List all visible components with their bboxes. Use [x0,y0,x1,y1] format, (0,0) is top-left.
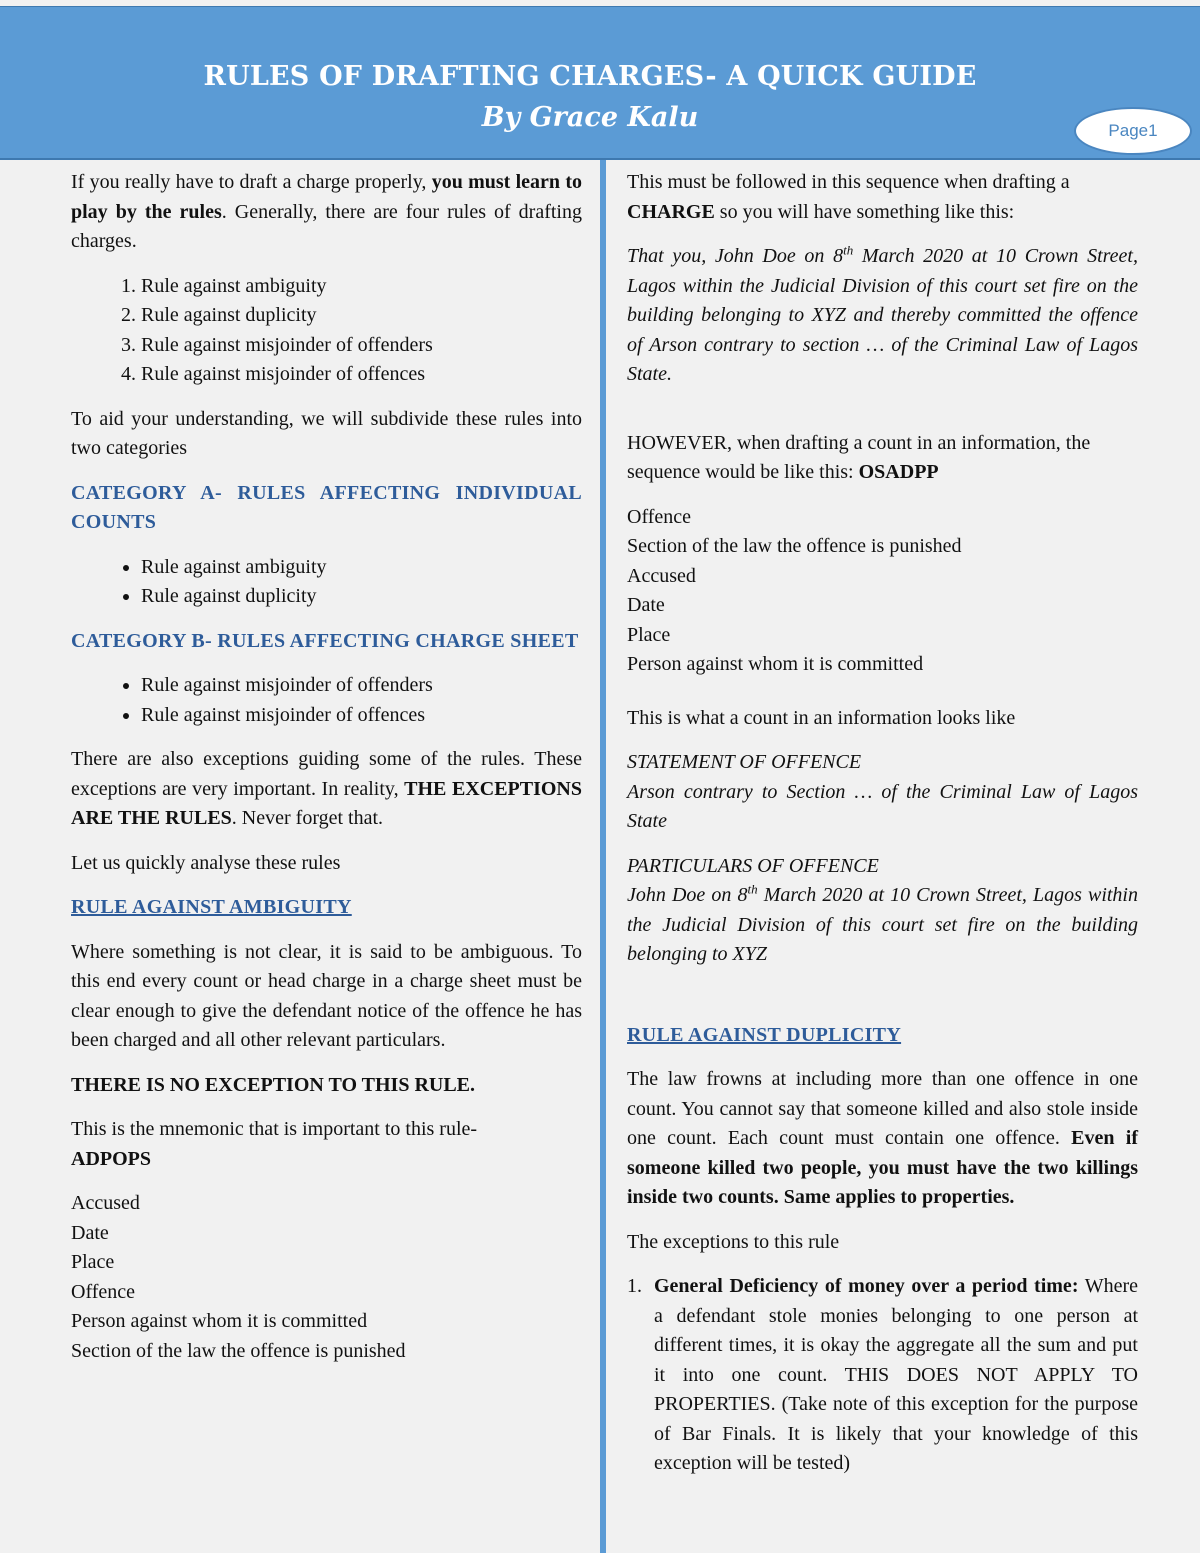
mnemonic-acronym: ADPOPS [71,1147,151,1170]
exception-text: Where a defendant stole monies belonging to one person at different times, it is okay the aggregate all the sum and put it into one count. THIS DOES NOT APPLY TO PROPERTIES. (Take note of this exception for the purpose of Bar Finals. It is likely that your knowledge of this exception will be tested) [654,1275,1139,1474]
sequence-paragraph [627,168,1138,227]
sequence-text: This must be followed in this sequence when drafting a [627,171,1070,193]
exception-number: 1. [627,1275,642,1297]
list-item [627,650,1138,680]
mnemonic-paragraph [71,1115,582,1174]
list-item: 2. Rule against duplicity [141,301,582,331]
list-item: 4. Rule against misjoinder of offences [141,360,582,390]
particulars-text-rest: March 2020 at 10 Crown Street, Lagos within the Judicial Division of this court set fire on the building belonging to XYZ [627,884,1138,965]
exceptions-paragraph [71,745,582,834]
duplicity-emphasis: Even if someone killed two people, you must have the two killings inside two counts. Same applies to properties. [627,1127,1139,1208]
initial-letter: A [627,564,642,587]
exceptions-text: There are also exceptions guiding some of the rules. These exceptions are very important. In reality, [71,748,582,800]
initial-letter: S [627,535,639,557]
list-item [71,1337,582,1367]
item-text: lace [638,623,671,646]
statement-heading: STATEMENT OF OFFENCE [627,751,862,773]
duplicity-text: The law frowns at including more than one offence in one count. You cannot say that someone killed and also stole inside one count. Each count must contain one offence. [627,1068,1138,1149]
list-item [627,503,1138,533]
category-b-list [71,671,582,730]
left-column [71,168,582,1366]
however-text: HOWEVER, when drafting a count in an information, the sequence would be like this: [627,431,1091,483]
item-text: ffence [85,1280,136,1303]
exception-title: General Deficiency of money over a period time: [654,1275,1079,1297]
initial-letter: A [71,1192,86,1214]
rules-list [71,272,582,390]
no-exception-note [71,1071,582,1101]
statement-of-offence [627,748,1138,837]
item-text: ffence [641,505,692,528]
however-acronym: OSADPP [858,461,939,483]
statement-text: Arson contrary to Section … of the Criminal Law of Lagos State [627,780,1138,832]
category-b-heading: CATEGORY B- RULES AFFECTING CHARGE SHEET [71,629,579,652]
initial-letter: S [71,1339,83,1362]
list-item: • Rule against misjoinder of offenders [141,671,582,701]
list-item: 3. Rule against misjoinder of offenders [141,331,582,361]
right-column [627,168,1138,1479]
analyse-paragraph: Let us quickly analyse these rules [71,851,341,874]
list-item [627,591,1138,621]
particulars-heading: PARTICULARS OF OFFENCE [627,854,879,877]
initial-letter: O [71,1280,86,1303]
intro-text: If you really have to draft a charge properly, [71,171,427,193]
duplicity-paragraph [627,1065,1138,1213]
initial-letter: O [627,505,642,528]
aid-paragraph: To aid your understanding, we will subdivide these rules into two categories [71,407,582,459]
page-number-badge: Page1 [1074,107,1192,155]
example-text: That you, John Doe on 8 [627,245,844,267]
document-author: By Grace Kalu [481,102,699,133]
item-text: erson against whom it is committed [82,1310,368,1332]
ambiguity-heading: RULE AGAINST AMBIGUITY [71,896,352,918]
list-item: • Rule against ambiguity [141,553,582,583]
item-text: ate [641,594,665,616]
exceptions-intro: The exceptions to this rule [627,1230,840,1253]
osadpp-list [627,503,1138,680]
item-text: ection of the law the offence is punished [82,1339,406,1362]
list-item [71,1278,582,1308]
mnemonic-text: This is the mnemonic that is important to this rule- [71,1118,478,1140]
ordinal-suffix: th [843,242,854,258]
exceptions-text-end: . Never forget that. [231,807,384,829]
list-item: • Rule against duplicity [141,582,582,612]
document-title: RULES OF DRAFTING CHARGES- A QUICK GUIDE [203,61,977,92]
column-divider [600,160,606,1553]
list-item [71,1219,582,1249]
initial-letter: P [627,623,639,646]
list-item: • Rule against misjoinder of offences [141,701,582,731]
particulars-text: John Doe on 8 [627,884,748,906]
charge-example [627,242,1138,390]
intro-text-end: . Generally, there are four rules of drafting charges. [71,200,582,252]
adpops-list [71,1189,582,1366]
intro-emphasis: you must learn to play by the rules [71,171,582,223]
initial-letter: D [71,1221,86,1244]
information-intro: This is what a count in an information looks like [627,706,1016,729]
item-text: ccused [641,564,696,587]
list-item: 1. Rule against ambiguity [141,272,582,302]
however-paragraph [627,429,1138,488]
list-item [627,532,1138,562]
initial-letter: P [627,653,639,675]
initial-letter: P [71,1310,83,1332]
item-text: lace [82,1251,115,1273]
initial-letter: P [71,1251,83,1273]
category-a-list [71,553,582,612]
exceptions-emphasis: THE EXCEPTIONS ARE THE RULES [71,777,582,829]
list-item [627,621,1138,651]
intro-paragraph [71,168,582,257]
item-text: erson against whom it is committed [638,653,924,675]
category-a-heading: CATEGORY A- RULES AFFECTING INDIVIDUAL COUNTS [71,481,582,533]
list-item [71,1248,582,1278]
no-exception-text: THERE IS NO EXCEPTION TO THIS RULE. [71,1073,476,1096]
example-text-rest: March 2020 at 10 Crown Street, Lagos within the Judicial Division of this court set fire on the building belonging to XYZ and thereby committed the offence of Arson contrary to section … of the Criminal Law of Lagos State. [627,245,1138,385]
ordinal-suffix: th [747,881,758,897]
item-text: ate [85,1221,109,1244]
list-item [71,1189,582,1219]
sequence-emphasis: CHARGE [627,200,715,223]
item-text: ection of the law the offence is punished [638,535,962,557]
item-text: ccused [85,1192,140,1214]
sequence-text-end: so you will have something like this: [719,200,1015,223]
spacer [627,985,1138,1021]
particulars-of-offence [627,852,1138,970]
exception-item [627,1272,1138,1479]
spacer [627,405,1138,429]
header-banner [0,6,1200,160]
list-item [627,562,1138,592]
ambiguity-paragraph: Where something is not clear, it is said to be ambiguous. To this end every count or head charge in a charge sheet must be clear enough to give the defendant notice of the offence he has been charged and all other relevant particulars. [71,940,582,1051]
initial-letter: D [627,594,642,616]
list-item [71,1307,582,1337]
duplicity-heading: RULE AGAINST DUPLICITY [627,1023,902,1046]
